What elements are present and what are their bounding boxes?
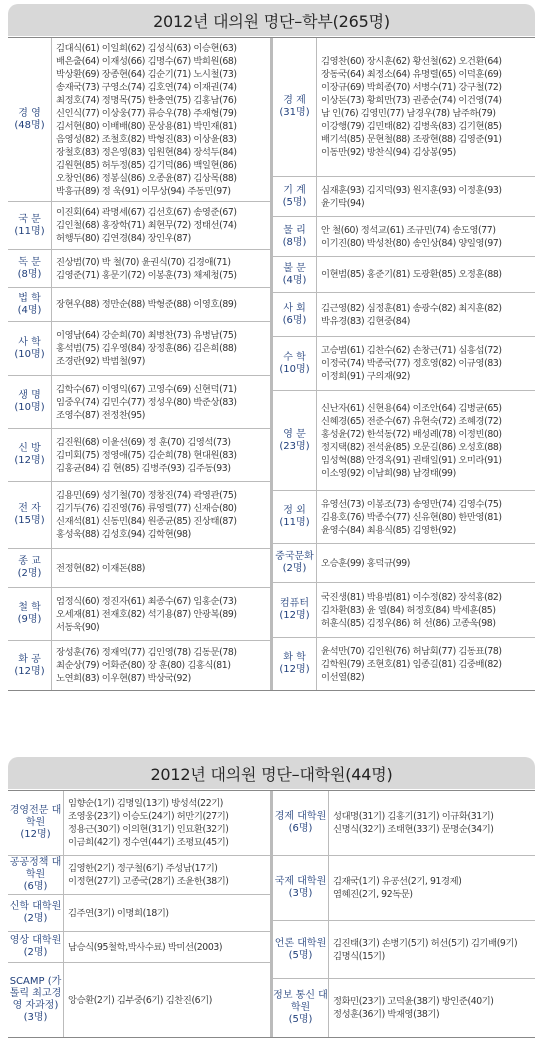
department-name: 공공정책 대학원 bbox=[9, 857, 62, 880]
department-name: SCAMP (가톨릭 최고경영 자과정) bbox=[9, 976, 62, 1011]
department-label bbox=[273, 544, 317, 582]
department-count: (23명) bbox=[279, 440, 310, 452]
department-name: 언론 대학원 bbox=[274, 937, 327, 949]
member-line: 국진생(81) 박용범(81) 이수정(82) 장석홍(82) bbox=[321, 591, 502, 603]
department-label bbox=[8, 288, 52, 321]
grad-right-column bbox=[273, 791, 535, 1037]
member-line: 정화민(23기) 고덕윤(38기) 방인준(40기) bbox=[333, 996, 494, 1007]
department-row bbox=[273, 979, 535, 1037]
member-line: 이강행(79) 김민태(82) 김병욱(83) 김기현(85) bbox=[321, 121, 502, 132]
department-count: (31명) bbox=[279, 107, 310, 118]
member-line: 박상환(69) 장종현(64) 김순기(71) 노시철(73) bbox=[56, 68, 237, 80]
member-line: 신인식(77) 이상웅(77) 류승우(78) 주재형(79) bbox=[56, 107, 237, 119]
department-count: (2명) bbox=[23, 913, 48, 924]
department-name: 경영전문 대학원 bbox=[9, 805, 62, 828]
department-count: (3명) bbox=[288, 888, 313, 899]
member-line: 김영한(2기) 정구철(6기) 주성남(17기) bbox=[68, 863, 218, 874]
grad-table bbox=[8, 790, 535, 1038]
department-name: 국제 대학원 bbox=[274, 876, 327, 887]
department-count: (48명) bbox=[14, 119, 45, 131]
department-label bbox=[273, 337, 317, 390]
member-line: 이진회(64) 곽명세(67) 김선호(67) 송영준(67) bbox=[56, 207, 237, 218]
department-count: (6명) bbox=[282, 314, 307, 326]
member-line: 조영수(87) 전정찬(95) bbox=[56, 409, 146, 421]
member-line: 남 인(76) 김영민(77) 남경우(78) 남주하(79) bbox=[321, 108, 496, 119]
member-line: 신혜경(65) 전준수(67) 유현숙(72) 조혜경(72) bbox=[321, 415, 502, 427]
member-line: 김학원(79) 조현호(81) 임종길(81) 김중배(82) bbox=[321, 658, 502, 670]
department-row bbox=[273, 791, 535, 856]
department-name: 경 영 bbox=[18, 107, 41, 119]
department-name: 신 방 bbox=[18, 443, 41, 454]
member-line: 허훈식(85) 김정우(86) 허 선(86) 고종욱(98) bbox=[321, 617, 496, 629]
department-count: (2명) bbox=[23, 947, 48, 958]
department-name: 불 문 bbox=[283, 262, 306, 274]
member-line: 박유경(83) 김현중(84) bbox=[321, 315, 411, 327]
department-row bbox=[273, 856, 535, 921]
member-line: 김홍균(84) 김 현(85) 김병주(93) 김주동(93) bbox=[56, 462, 231, 474]
section2-title: 2012년 대의원 명단–대학원(44명) bbox=[150, 764, 393, 784]
department-row bbox=[8, 322, 270, 376]
department-count: (11명) bbox=[14, 225, 45, 237]
member-line: 김서현(80) 이배배(80) 문상용(81) 박민재(81) bbox=[56, 120, 237, 132]
department-label bbox=[8, 376, 52, 428]
member-line: 음영성(82) 조철호(82) 박형진(83) 이상윤(83) bbox=[56, 133, 237, 145]
member-line: 배기석(85) 문현철(88) 조광현(88) 김영준(91) bbox=[321, 134, 502, 145]
department-count: (11명) bbox=[279, 517, 310, 528]
department-name: 화 공 bbox=[18, 653, 41, 665]
department-name: 기 계 bbox=[283, 184, 306, 196]
department-count: (6명) bbox=[288, 823, 313, 834]
department-count: (12명) bbox=[279, 610, 310, 621]
member-list bbox=[52, 641, 270, 690]
section1-title-bar bbox=[8, 4, 535, 36]
department-row bbox=[273, 38, 535, 177]
department-row bbox=[8, 38, 270, 202]
department-name: 정 외 bbox=[283, 505, 306, 516]
member-line: 이금희(42기) 정수연(44기) 조평묘(45기) bbox=[68, 837, 229, 848]
department-name: 영상 대학원 bbox=[9, 935, 62, 946]
member-line: 김미회(75) 정영애(75) 김순희(78) 현대원(83) bbox=[56, 449, 237, 461]
member-line: 허행두(80) 김연경(84) 장인우(87) bbox=[56, 233, 191, 244]
section2-title-bar bbox=[8, 757, 535, 789]
member-line: 신재석(81) 신동민(84) 원종균(85) 진상태(87) bbox=[56, 516, 237, 527]
member-list bbox=[52, 202, 270, 249]
department-count: (10명) bbox=[279, 363, 310, 375]
member-line: 임중우(74) 김민수(77) 정성우(80) 박준상(83) bbox=[56, 396, 237, 408]
undergrad-right-column bbox=[273, 38, 535, 690]
member-line: 염혜진(2기, 92독문) bbox=[333, 889, 413, 900]
member-list bbox=[317, 583, 535, 637]
department-label bbox=[8, 895, 64, 931]
member-line: 엄정식(60) 정진자(61) 최종수(67) 임홍순(73) bbox=[56, 595, 237, 607]
department-row bbox=[273, 293, 535, 337]
member-list bbox=[52, 549, 270, 587]
department-label bbox=[273, 583, 317, 637]
member-list bbox=[317, 544, 535, 582]
member-list bbox=[52, 376, 270, 428]
department-label bbox=[8, 202, 52, 249]
member-list bbox=[64, 963, 270, 1037]
member-list bbox=[317, 293, 535, 336]
member-line: 신난자(61) 신현용(64) 이조안(64) 김병균(65) bbox=[321, 402, 502, 414]
department-count: (12명) bbox=[20, 829, 51, 840]
department-label bbox=[273, 217, 317, 256]
member-line: 김진원(68) 이윤선(69) 정 훈(70) 김영석(73) bbox=[56, 436, 231, 448]
member-line: 조영웅(23기) 이승도(24기) 허만기(27기) bbox=[68, 811, 229, 822]
department-label bbox=[273, 638, 317, 690]
undergrad-table bbox=[8, 37, 535, 691]
department-count: (9명) bbox=[17, 614, 42, 625]
member-line: 김학수(67) 이영익(67) 고영수(69) 신현덕(71) bbox=[56, 383, 237, 395]
department-label bbox=[273, 177, 317, 216]
member-line: 고승범(61) 김찬수(62) 손창근(71) 심흥섭(72) bbox=[321, 345, 502, 356]
department-label bbox=[273, 293, 317, 336]
department-label bbox=[273, 791, 329, 855]
member-line: 정지택(82) 전석윤(85) 오문길(86) 오성호(88) bbox=[321, 441, 502, 453]
department-row bbox=[273, 638, 535, 690]
member-line: 오창언(86) 정봉실(86) 오종윤(87) 김상목(88) bbox=[56, 172, 237, 184]
member-line: 이선열(82) bbox=[321, 671, 365, 683]
member-list bbox=[52, 322, 270, 375]
department-row bbox=[8, 641, 270, 690]
department-name: 영 문 bbox=[283, 428, 306, 440]
department-label bbox=[8, 250, 52, 287]
department-name: 생 명 bbox=[18, 390, 41, 401]
department-name: 국 문 bbox=[18, 213, 41, 225]
department-row bbox=[8, 429, 270, 482]
department-name: 사 학 bbox=[18, 336, 41, 348]
department-count: (5명) bbox=[282, 196, 307, 208]
department-label bbox=[273, 921, 329, 978]
department-count: (2명) bbox=[282, 563, 307, 574]
department-row bbox=[273, 921, 535, 979]
department-label bbox=[8, 322, 52, 375]
department-row bbox=[8, 895, 270, 932]
department-label bbox=[8, 791, 64, 855]
member-line: 장현우(88) 정만순(88) 박형준(88) 이영호(89) bbox=[56, 299, 237, 310]
member-line: 남승식(95철학,박사수료) 박미선(2003) bbox=[68, 941, 223, 953]
member-line: 이정희(91) 구의재(92) bbox=[321, 371, 411, 382]
member-list bbox=[64, 895, 270, 931]
member-line: 김원현(85) 허두정(85) 김기덕(86) 백일현(86) bbox=[56, 159, 237, 171]
department-label bbox=[8, 856, 64, 894]
department-row bbox=[8, 932, 270, 963]
department-row bbox=[8, 202, 270, 250]
department-name: 중국문화 bbox=[275, 551, 314, 562]
department-count: (2명) bbox=[17, 568, 42, 579]
member-line: 오세재(81) 전재호(82) 석기용(87) 안광복(89) bbox=[56, 608, 237, 620]
department-count: (4명) bbox=[282, 274, 307, 286]
member-line: 김용호(76) 박종수(77) 신유현(80) 한만영(81) bbox=[321, 511, 502, 523]
department-label bbox=[273, 38, 317, 176]
department-row bbox=[8, 549, 270, 588]
department-row bbox=[273, 217, 535, 257]
department-name: 신학 대학원 bbox=[9, 901, 62, 912]
department-row bbox=[8, 482, 270, 549]
member-list bbox=[317, 337, 535, 390]
department-row bbox=[8, 288, 270, 322]
member-line: 배은출(64) 이재성(66) 김명수(67) 박희원(68) bbox=[56, 55, 237, 67]
member-list bbox=[64, 856, 270, 894]
member-list bbox=[329, 921, 535, 978]
grad-left-column bbox=[8, 791, 270, 1037]
member-line: 조경란(92) 박범철(97) bbox=[56, 356, 146, 367]
department-count: (12명) bbox=[279, 664, 310, 675]
member-line: 김재국(1기) 유공선(2기, 91경제) bbox=[333, 876, 462, 887]
member-list bbox=[52, 588, 270, 640]
department-name: 법 학 bbox=[18, 292, 41, 304]
department-count: (12명) bbox=[14, 455, 45, 466]
member-line: 김진태(3기) 손병기(5기) 허선(5기) 김기배(9기) bbox=[333, 937, 518, 949]
member-line: 안 철(60) 정석교(61) 조규민(74) 송도영(77) bbox=[321, 224, 496, 236]
department-count: (5명) bbox=[288, 1014, 313, 1025]
member-line: 이동만(92) 방찬식(94) 김상봉(95) bbox=[321, 147, 456, 158]
section1-title: 2012년 대의원 명단–학부(265명) bbox=[153, 11, 390, 31]
member-line: 김근영(82) 심정훈(81) 송광수(82) 최지훈(82) bbox=[321, 302, 502, 314]
department-row bbox=[8, 856, 270, 895]
member-line: 김용민(69) 성기철(70) 정창진(74) 곽영관(75) bbox=[56, 490, 237, 501]
member-line: 이정현(27기) 고종국(28기) 조윤한(38기) bbox=[68, 876, 229, 887]
department-name: 컴퓨터 bbox=[280, 598, 309, 609]
department-label bbox=[273, 979, 329, 1037]
member-line: 홍성윤(72) 한석동(72) 배성례(78) 이정빈(80) bbox=[321, 428, 502, 440]
member-list bbox=[52, 250, 270, 287]
member-list bbox=[317, 217, 535, 256]
department-name: 독 문 bbox=[18, 256, 41, 268]
member-line: 이정국(74) 박종국(77) 정호영(82) 이규영(83) bbox=[321, 358, 502, 369]
member-line: 이현범(85) 홍준기(81) 도광환(85) 오정훈(88) bbox=[321, 269, 502, 280]
member-line: 장철호(83) 정은영(83) 임원현(84) 장석두(84) bbox=[56, 146, 237, 158]
member-list bbox=[52, 429, 270, 481]
member-line: 진상범(70) 박 철(70) 윤권식(70) 김경애(71) bbox=[56, 256, 231, 268]
member-line: 유영선(73) 이봉조(73) 송영만(74) 김영수(75) bbox=[321, 498, 502, 510]
department-row bbox=[273, 337, 535, 391]
department-row bbox=[273, 583, 535, 638]
department-label bbox=[8, 549, 52, 587]
member-line: 최정호(74) 정명목(75) 한충연(75) 김홍남(76) bbox=[56, 94, 237, 106]
department-count: (15명) bbox=[14, 515, 45, 526]
member-line: 임향순(1기) 김명일(13기) 방성석(22기) bbox=[68, 798, 224, 809]
department-count: (8명) bbox=[17, 268, 42, 280]
member-line: 윤기탁(94) bbox=[321, 197, 365, 209]
member-line: 장동국(64) 최정소(64) 유명렬(65) 이덕훈(69) bbox=[321, 69, 502, 80]
member-list bbox=[52, 482, 270, 548]
member-line: 이기진(80) 박성찬(80) 송인상(84) 양일영(97) bbox=[321, 237, 502, 249]
member-line: 노연희(83) 이우현(87) 박상국(92) bbox=[56, 673, 191, 684]
member-list bbox=[317, 177, 535, 216]
member-list bbox=[64, 791, 270, 855]
member-line: 김영준(71) 홍문기(72) 이봉훈(73) 채제청(75) bbox=[56, 269, 237, 281]
member-line: 앙승환(2기) 김부중(6기) 김찬진(6기) bbox=[68, 994, 212, 1006]
department-count: (3명) bbox=[23, 1012, 48, 1023]
member-line: 김인철(68) 홍장학(71) 최현무(72) 정태선(74) bbox=[56, 220, 237, 231]
member-list bbox=[317, 638, 535, 690]
member-list bbox=[329, 979, 535, 1037]
department-count: (10명) bbox=[14, 348, 45, 360]
member-line: 최순상(79) 어화준(80) 장 훈(80) 김홍식(81) bbox=[56, 660, 231, 671]
department-count: (6명) bbox=[23, 881, 48, 892]
department-row bbox=[273, 544, 535, 583]
department-count: (10명) bbox=[14, 402, 45, 413]
member-list bbox=[317, 391, 535, 490]
department-row bbox=[8, 250, 270, 288]
member-list bbox=[329, 856, 535, 920]
department-name: 경 제 bbox=[283, 95, 306, 106]
department-row bbox=[273, 257, 535, 293]
department-name: 사 회 bbox=[283, 302, 306, 314]
member-line: 이상돈(73) 황희만(73) 권종순(74) 이건영(74) bbox=[321, 95, 502, 106]
member-line: 김영찬(60) 장시훈(62) 황선철(62) 오건환(64) bbox=[321, 56, 502, 67]
department-label bbox=[273, 491, 317, 543]
department-row bbox=[8, 791, 270, 856]
member-list bbox=[329, 791, 535, 855]
department-row bbox=[8, 588, 270, 641]
department-row bbox=[8, 376, 270, 429]
department-label bbox=[8, 932, 64, 962]
department-row bbox=[273, 177, 535, 217]
member-list bbox=[52, 38, 270, 201]
department-name: 경제 대학원 bbox=[274, 811, 327, 822]
department-label bbox=[8, 482, 52, 548]
member-line: 정용근(30기) 이의현(31기) 인묘환(32기) bbox=[68, 824, 229, 835]
department-count: (4명) bbox=[17, 304, 42, 316]
department-label bbox=[8, 38, 52, 201]
department-name: 철 학 bbox=[18, 602, 41, 613]
department-count: (8명) bbox=[282, 236, 307, 248]
member-line: 김명식(15기) bbox=[333, 950, 385, 962]
member-list bbox=[317, 38, 535, 176]
department-label bbox=[273, 257, 317, 292]
department-name: 종 교 bbox=[18, 556, 41, 567]
member-line: 오승훈(99) 홍덕규(99) bbox=[321, 557, 411, 569]
member-line: 홍성욱(88) 김성호(94) 김학현(98) bbox=[56, 529, 191, 540]
member-line: 송재국(73) 구영소(74) 김호연(74) 이재권(74) bbox=[56, 81, 237, 93]
member-list bbox=[64, 932, 270, 962]
member-line: 이장규(69) 박희종(70) 서병수(71) 강구철(72) bbox=[321, 82, 502, 93]
member-line: 윤영수(84) 최용식(85) 김영한(92) bbox=[321, 524, 456, 536]
member-list bbox=[317, 491, 535, 543]
department-name: 수 학 bbox=[283, 351, 306, 363]
department-row bbox=[8, 963, 270, 1037]
member-line: 이영남(64) 강순희(70) 최병찬(73) 유병남(75) bbox=[56, 330, 237, 341]
member-list bbox=[317, 257, 535, 292]
member-line: 임성혁(88) 안경옥(91) 권태일(91) 오미라(91) bbox=[321, 454, 502, 466]
department-label bbox=[8, 641, 52, 690]
department-name: 전 자 bbox=[18, 503, 41, 514]
department-label bbox=[8, 963, 64, 1037]
department-label bbox=[273, 856, 329, 920]
department-name: 화 학 bbox=[283, 652, 306, 663]
member-line: 성대명(31기) 김홍기(31기) 이규화(31기) bbox=[333, 811, 494, 822]
department-label bbox=[273, 391, 317, 490]
member-line: 서동욱(90) bbox=[56, 621, 100, 633]
member-line: 홍석범(75) 김우영(84) 장정훈(86) 김은희(88) bbox=[56, 343, 237, 354]
member-list bbox=[52, 288, 270, 321]
department-label bbox=[8, 588, 52, 640]
member-line: 장성훈(76) 정재억(77) 김인영(78) 김동문(78) bbox=[56, 647, 237, 658]
member-line: 이소영(92) 이남희(98) 남경태(99) bbox=[321, 467, 456, 479]
member-line: 박흥규(89) 정 욱(91) 이무상(94) 주동민(97) bbox=[56, 185, 231, 197]
department-name: 물 리 bbox=[283, 224, 306, 236]
member-line: 김기두(76) 김진영(76) 류영렬(77) 신재승(80) bbox=[56, 503, 237, 514]
member-line: 심재훈(93) 김지덕(93) 원지훈(93) 이정훈(93) bbox=[321, 184, 502, 196]
member-line: 김차환(83) 윤 열(84) 허정호(84) 박세훈(85) bbox=[321, 604, 496, 616]
member-line: 신명식(32기) 조태현(33기) 문명순(34기) bbox=[333, 824, 494, 835]
undergrad-left-column bbox=[8, 38, 270, 690]
department-name: 정보 통신 대학원 bbox=[273, 990, 328, 1013]
department-label bbox=[8, 429, 52, 481]
department-count: (12명) bbox=[14, 665, 45, 677]
department-row bbox=[273, 391, 535, 491]
member-line: 정성훈(36기) 박재영(38기) bbox=[333, 1009, 440, 1020]
member-line: 김대식(61) 이일희(62) 김성식(63) 이승현(63) bbox=[56, 42, 237, 54]
department-row bbox=[273, 491, 535, 544]
member-line: 김주연(3기) 이명희(18기) bbox=[68, 907, 169, 919]
member-line: 전정현(82) 이재돈(88) bbox=[56, 562, 146, 574]
member-line: 윤석만(70) 김인원(76) 허남회(77) 김동표(78) bbox=[321, 645, 502, 657]
department-count: (5명) bbox=[288, 949, 313, 961]
